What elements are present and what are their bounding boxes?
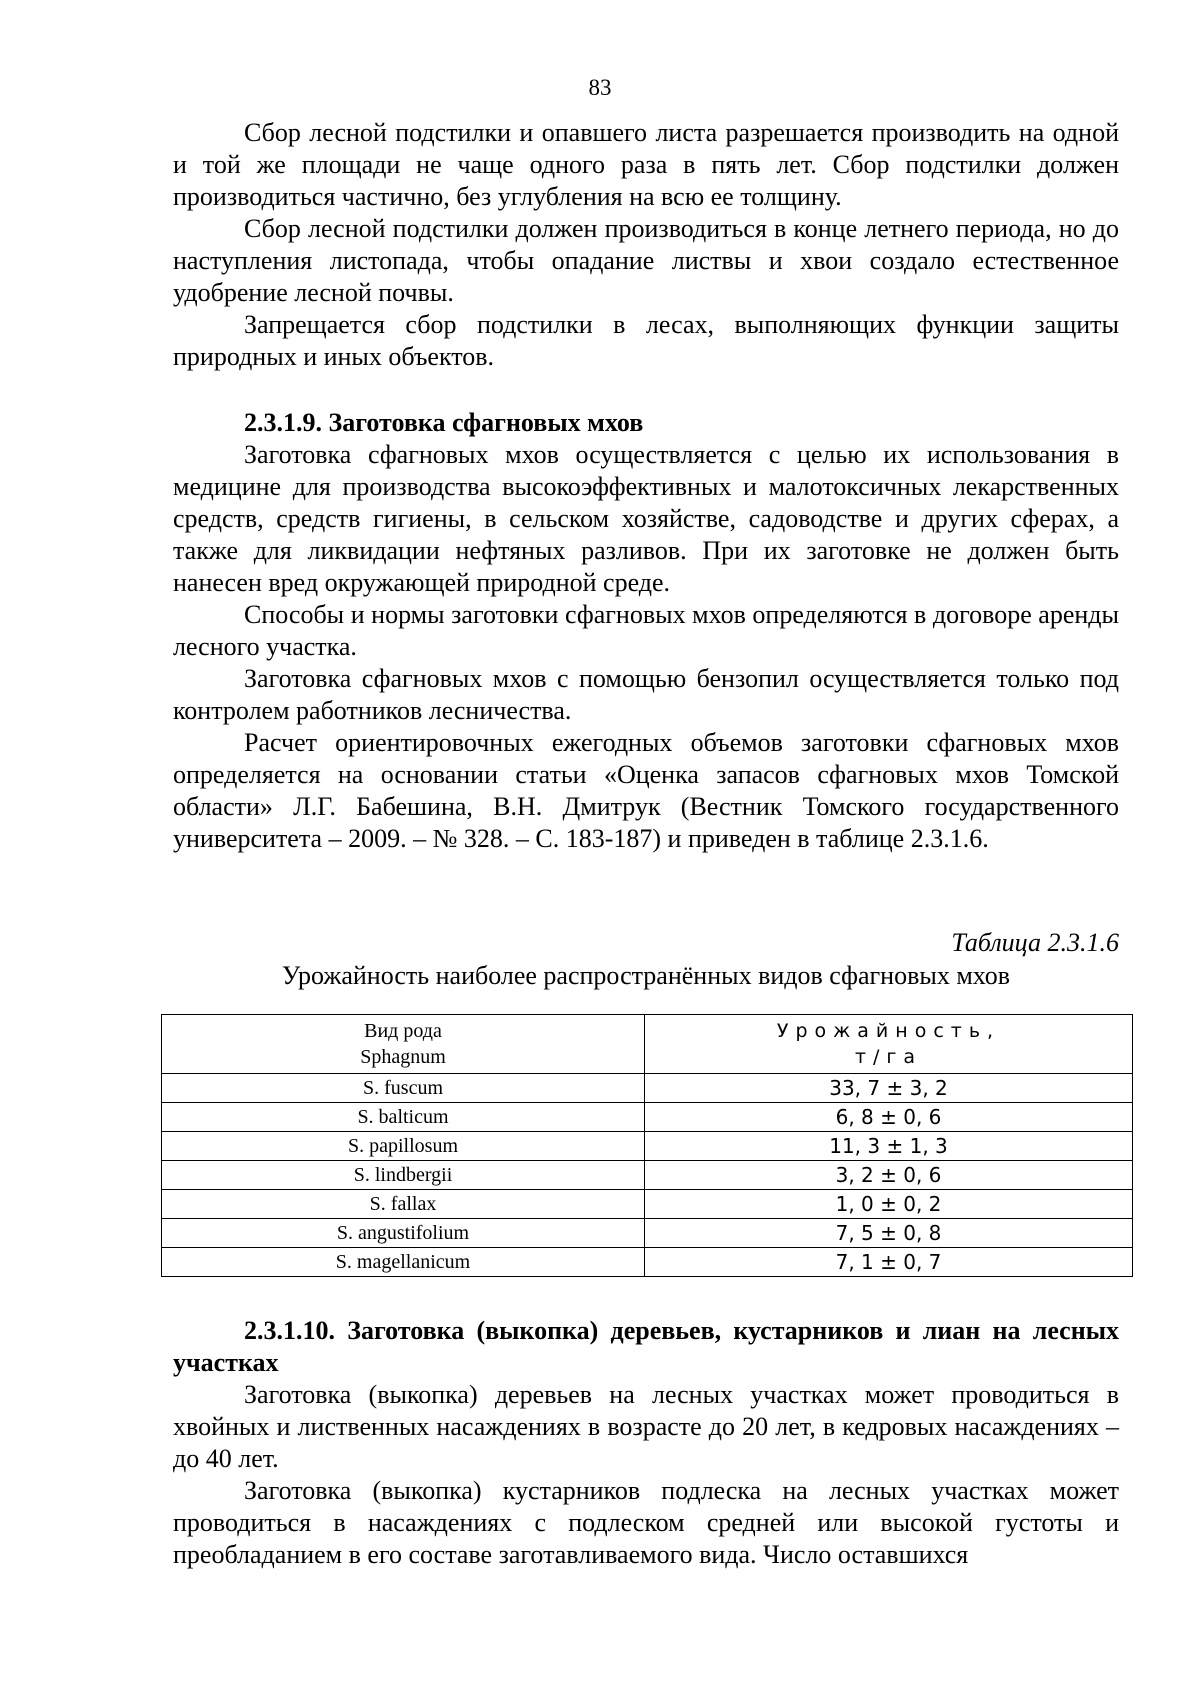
paragraph: Сбор лесной подстилки и опавшего листа разрешается производить на одной и той же площади не чаще одного раза в пять лет. Сбор подстилки должен производиться частично, без углубления на всю ее толщину. <box>173 118 1119 211</box>
table-row <box>162 1132 1133 1161</box>
sphagnum-section <box>173 407 1119 855</box>
paragraph: Запрещается сбор подстилки в лесах, выполняющих функции защиты природных и иных объектов. <box>173 310 1119 371</box>
table-title: Урожайность наиболее распространённых видов сфагновых мхов <box>281 961 1011 990</box>
yield-cell: 11, 3 ± 1, 3 <box>645 1132 1133 1161</box>
species-column-header <box>162 1015 645 1074</box>
species-cell: S. fallax <box>162 1190 645 1219</box>
yield-cell: 33, 7 ± 3, 2 <box>645 1074 1133 1103</box>
table-header-row <box>162 1015 1133 1074</box>
species-cell: S. balticum <box>162 1103 645 1132</box>
yield-cell: 1, 0 ± 0, 2 <box>645 1190 1133 1219</box>
header-text: Вид рода <box>364 1020 442 1042</box>
page-number: 83 <box>588 75 612 100</box>
paragraph: Способы и нормы заготовки сфагновых мхов определяются в договоре аренды лесного участка. <box>173 600 1119 661</box>
header-text: т/га <box>854 1046 923 1068</box>
table-row <box>162 1248 1133 1277</box>
paragraph: Заготовка (выкопка) деревьев на лесных участках может проводиться в хвойных и лиственных насаждениях в возрасте до 20 лет, в кедровых насаждениях – до 40 лет. <box>173 1380 1119 1473</box>
yield-cell: 7, 1 ± 0, 7 <box>645 1248 1133 1277</box>
sphagnum-yield-table <box>161 1014 1133 1277</box>
paragraph: Заготовка сфагновых мхов осуществляется с целью их использования в медицине для производства высокоэффективных и малотоксичных лекарственных средств, средств гигиены, в сельском хозяйстве, садоводстве и других сферах, а также для ликвидации нефтяных разливов. При их заготовке не должен быть нанесен вред окружающей природной среде. <box>173 440 1119 597</box>
table-row <box>162 1103 1133 1132</box>
species-cell: S. papillosum <box>162 1132 645 1161</box>
table-row <box>162 1074 1133 1103</box>
yield-cell: 3, 2 ± 0, 6 <box>645 1161 1133 1190</box>
paragraph: Заготовка (выкопка) кустарников подлеска на лесных участках может проводиться в насаждениях с подлеском средней или высокой густоты и преобладанием в его составе заготавливаемого вида. Число оставшихся <box>173 1476 1119 1569</box>
header-text: Урожайность, <box>776 1020 1001 1042</box>
paragraph: Сбор лесной подстилки должен производиться в конце летнего периода, но до наступления листопада, чтобы опадание листвы и хвои создало естественное удобрение лесной почвы. <box>173 214 1119 307</box>
yield-cell: 6, 8 ± 0, 6 <box>645 1103 1133 1132</box>
yield-cell: 7, 5 ± 0, 8 <box>645 1219 1133 1248</box>
litter-collection-section <box>173 117 1119 373</box>
tree-shrub-digging-section <box>173 1315 1119 1571</box>
species-cell: S. magellanicum <box>162 1248 645 1277</box>
paragraph: Заготовка сфагновых мхов с помощью бензопил осуществляется только под контролем работников лесничества. <box>173 664 1119 725</box>
yield-column-header <box>645 1015 1133 1074</box>
species-cell: S. fuscum <box>162 1074 645 1103</box>
table-row <box>162 1161 1133 1190</box>
header-text: Sphagnum <box>360 1046 446 1068</box>
species-cell: S. lindbergii <box>162 1161 645 1190</box>
section-heading: 2.3.1.9. Заготовка сфагновых мхов <box>244 408 644 437</box>
table-row <box>162 1219 1133 1248</box>
species-cell: S. angustifolium <box>162 1219 645 1248</box>
table-label: Таблица 2.3.1.6 <box>951 928 1119 957</box>
paragraph: Расчет ориентировочных ежегодных объемов заготовки сфагновых мхов определяется на основании статьи «Оценка запасов сфагновых мхов Томской области» Л.Г. Бабешина, В.Н. Дмитрук (Вестник Томского государственного университета – 2009. – № 328. – С. 183-187) и приведен в таблице 2.3.1.6. <box>173 728 1119 853</box>
section-heading: 2.3.1.10. Заготовка (выкопка) деревьев, кустарников и лиан на лесных участках <box>173 1316 1119 1377</box>
table-row <box>162 1190 1133 1219</box>
